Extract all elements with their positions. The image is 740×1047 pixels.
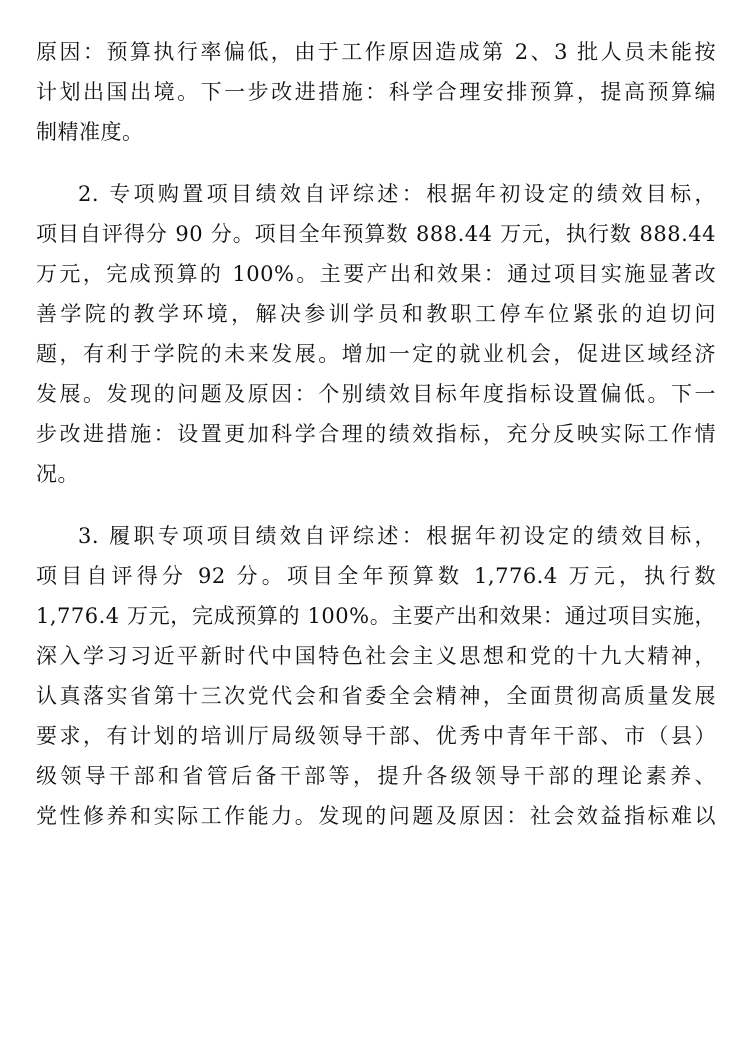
text-line: 项目自评得分 92 分。项目全年预算数 1,776.4 万元，执行数 bbox=[36, 564, 716, 588]
text-line: 认真落实省第十三次党代会和省委全会精神，全面贯彻高质量发展 bbox=[36, 684, 716, 708]
text-line: 要求，有计划的培训厅局级领导干部、优秀中青年干部、市（县） bbox=[36, 724, 716, 748]
text-line: 步改进措施：设置更加科学合理的绩效指标，充分反映实际工作情 bbox=[36, 422, 716, 446]
text-line: 况。 bbox=[36, 462, 79, 486]
paragraph-spacer bbox=[36, 152, 716, 174]
text-line: 计划出国出境。下一步改进措施：科学合理安排预算，提高预算编 bbox=[36, 80, 716, 104]
text-line: 党性修养和实际工作能力。发现的问题及原因：社会效益指标难以 bbox=[36, 804, 716, 828]
paragraph-1 bbox=[36, 32, 716, 152]
document-page bbox=[36, 32, 716, 836]
text-line: 发展。发现的问题及原因：个别绩效目标年度指标设置偏低。下一 bbox=[36, 382, 716, 406]
text-line: 制精准度。 bbox=[36, 120, 144, 144]
text-line: 1,776.4 万元，完成预算的 100%。主要产出和效果：通过项目实施， bbox=[36, 604, 716, 628]
text-line: 深入学习习近平新时代中国特色社会主义思想和党的十九大精神， bbox=[36, 644, 716, 668]
paragraph-2 bbox=[36, 174, 716, 494]
text-line: 原因：预算执行率偏低，由于工作原因造成第 2、3 批人员未能按 bbox=[36, 40, 716, 64]
text-line: 项目自评得分 90 分。项目全年预算数 888.44 万元，执行数 888.44 bbox=[36, 222, 716, 246]
text-line: 题，有利于学院的未来发展。增加一定的就业机会，促进区域经济 bbox=[36, 342, 716, 366]
paragraph-spacer bbox=[36, 494, 716, 516]
text-line: 3. 履职专项项目绩效自评综述：根据年初设定的绩效目标， bbox=[78, 524, 716, 548]
text-line: 万元，完成预算的 100%。主要产出和效果：通过项目实施显著改 bbox=[36, 262, 716, 286]
text-line: 级领导干部和省管后备干部等，提升各级领导干部的理论素养、 bbox=[36, 764, 716, 788]
paragraph-3 bbox=[36, 516, 716, 836]
text-line: 善学院的教学环境，解决参训学员和教职工停车位紧张的迫切问 bbox=[36, 302, 716, 326]
text-line: 2. 专项购置项目绩效自评综述：根据年初设定的绩效目标， bbox=[78, 182, 716, 206]
